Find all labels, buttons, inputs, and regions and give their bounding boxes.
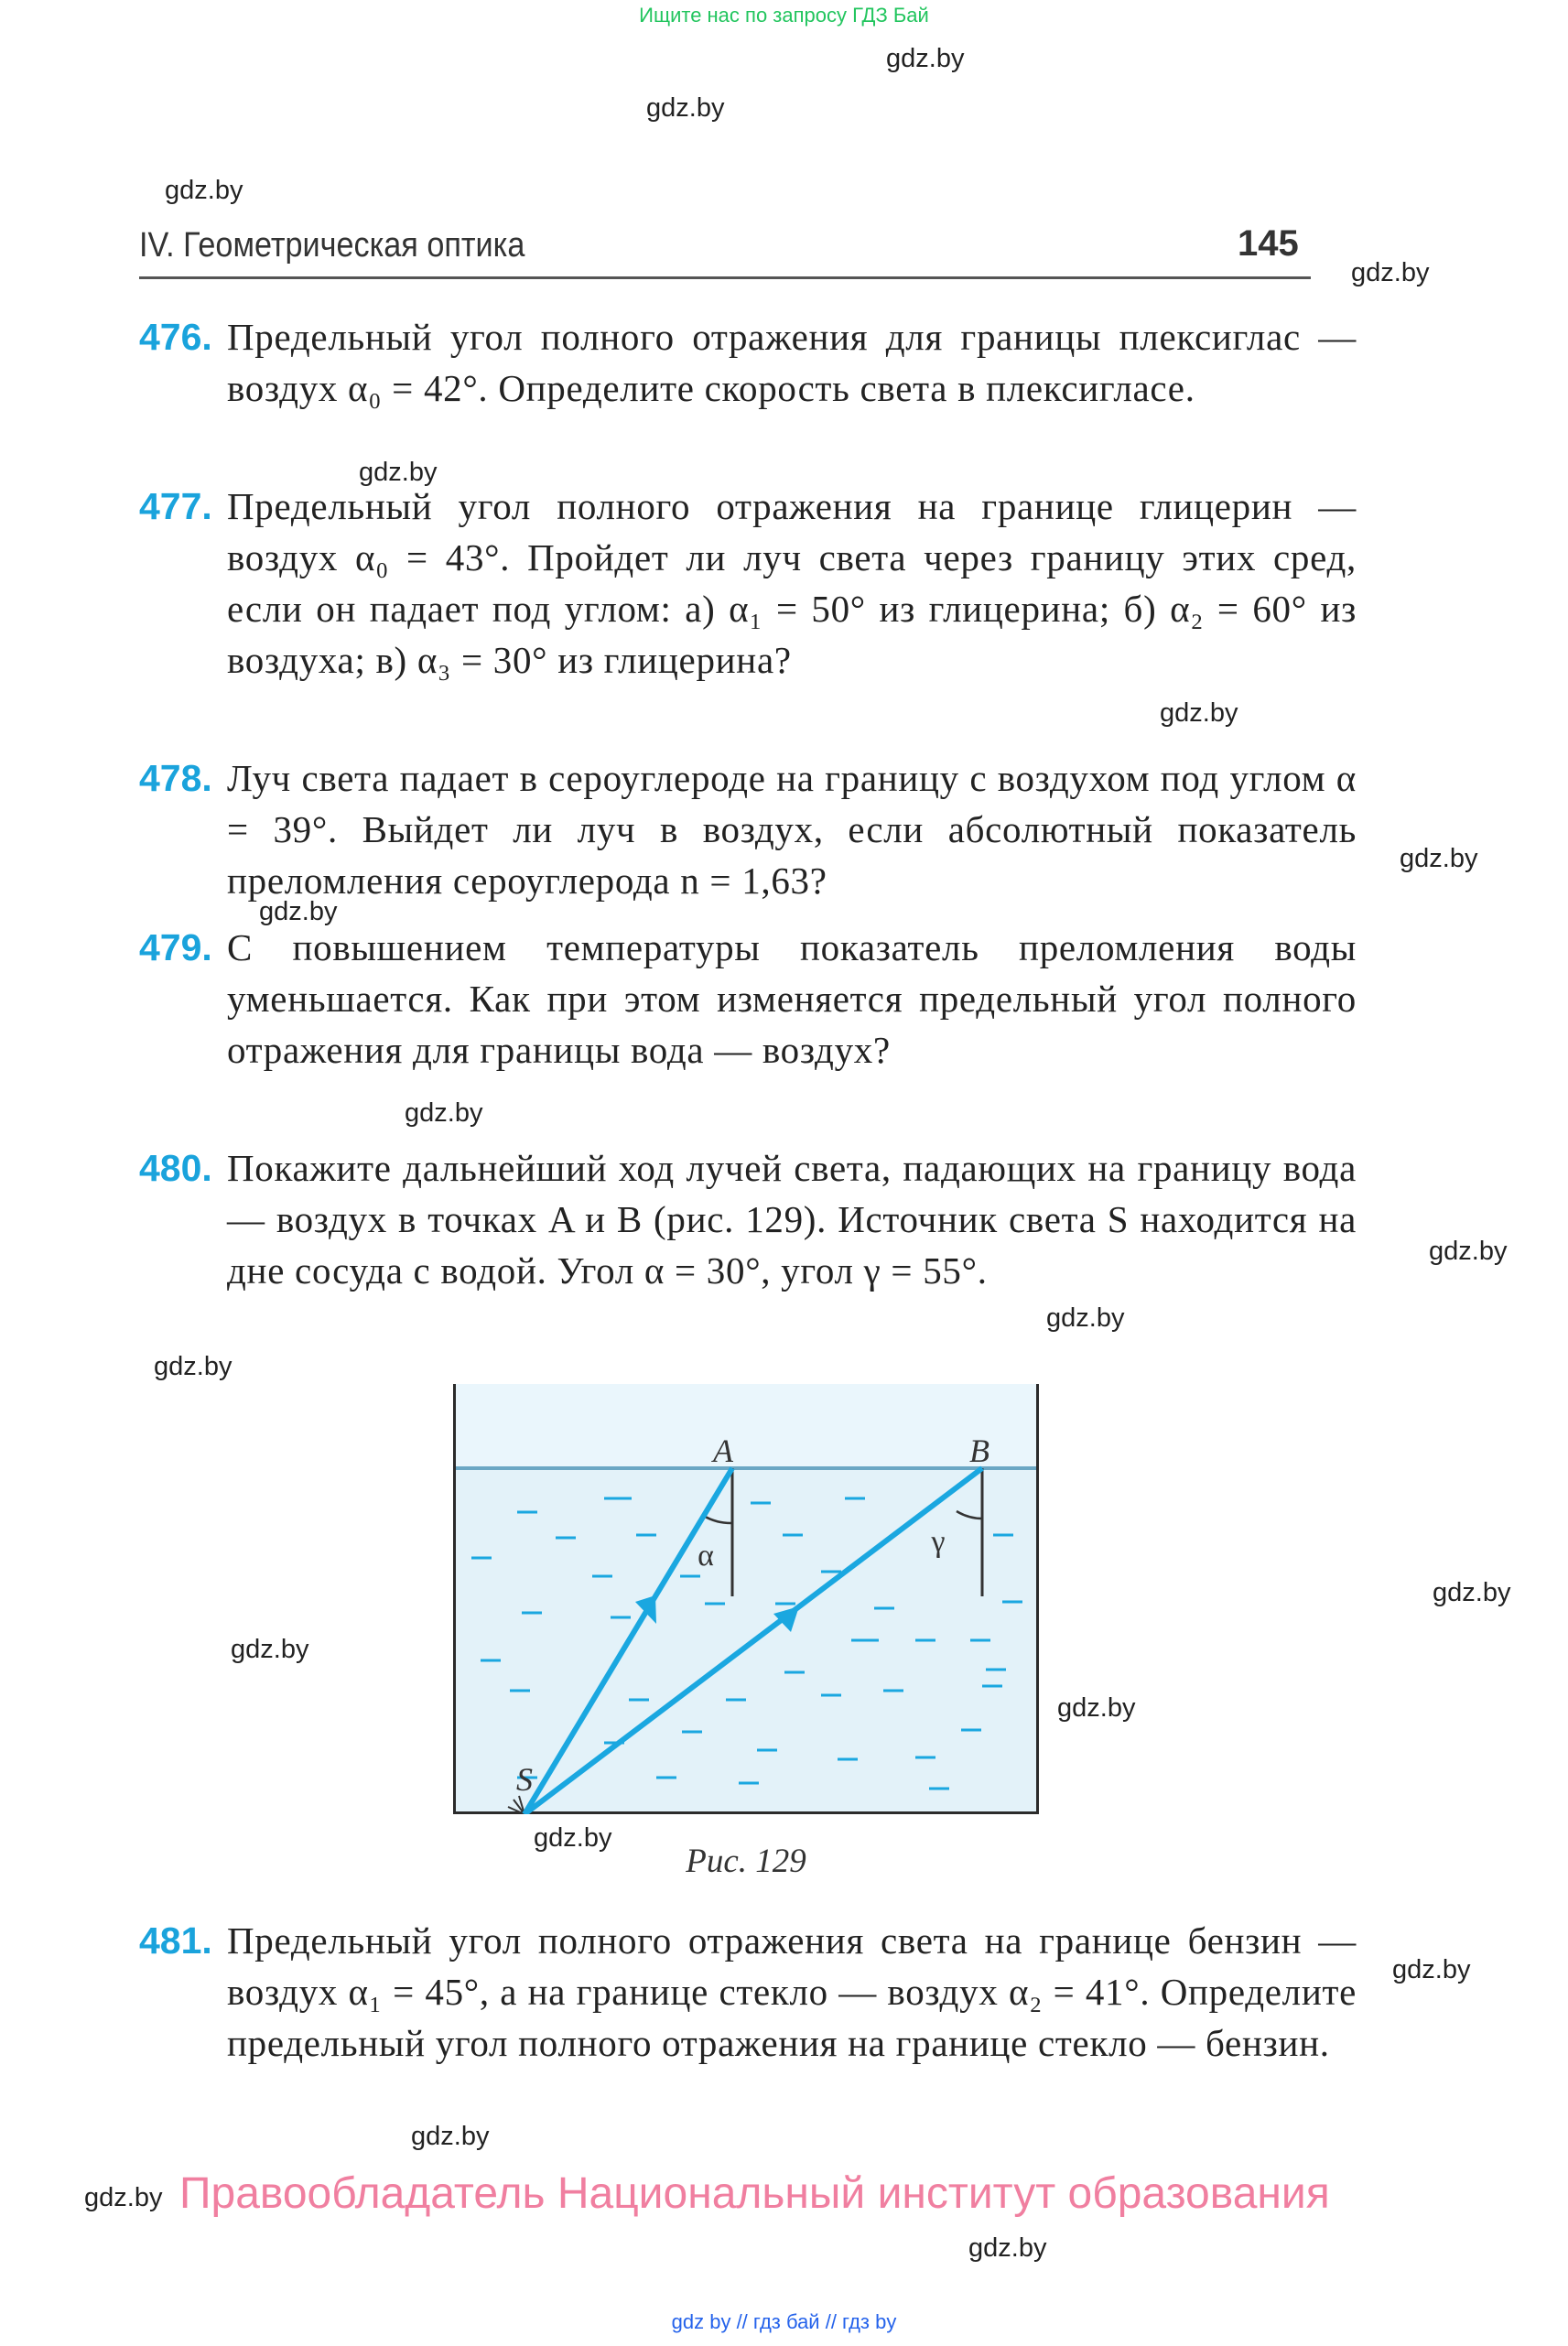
- watermark: gdz.by: [411, 2122, 490, 2151]
- problem-text: Луч света падает в сероуглероде на границу с воздухом под углом α = 39°. Выйдет ли луч в воздух, если абсолютный показатель преломления сероуглерода n = 1,63?: [227, 757, 1357, 902]
- figure-caption: Рис. 129: [686, 1843, 806, 1880]
- problem-478: [139, 752, 1357, 906]
- label-gamma: γ: [931, 1525, 946, 1559]
- problem-481: [139, 1915, 1357, 2069]
- watermark: gdz.by: [1392, 1955, 1471, 1984]
- watermark: gdz.by: [646, 93, 725, 123]
- section-title: IV. Геометрическая оптика: [139, 226, 525, 265]
- watermark: gdz.by: [84, 2183, 163, 2212]
- problem-number: 480.: [139, 1147, 212, 1189]
- bottom-links[interactable]: gdz by // гдз бай // гдз by: [671, 2310, 897, 2333]
- problem-number: 479.: [139, 926, 212, 968]
- watermark: gdz.by: [534, 1823, 612, 1853]
- watermark: gdz.by: [1160, 698, 1238, 728]
- problem-number: 477.: [139, 485, 212, 527]
- problem-477: [139, 481, 1357, 686]
- label-s: S: [516, 1761, 533, 1798]
- problem-text: С повышением температуры показатель преломления воды уменьшается. Как при этом изменяется предельный угол полного отражения для границы вода — воздух?: [227, 926, 1357, 1071]
- label-a: A: [713, 1432, 733, 1469]
- problem-480: [139, 1142, 1357, 1296]
- label-b: B: [969, 1432, 989, 1469]
- watermark: gdz.by: [1433, 1578, 1511, 1607]
- figure-129: [453, 1384, 1039, 1814]
- problem-text: Предельный угол полного отражения на границе глицерин — воздух α₀ = 43°. Пройдет ли луч света через границу этих сред, если он падает под углом: а) α₁ = 50° из глицерина; б) α₂ = 60° из воздуха; в) α₃ = 30° из глицерина?: [227, 485, 1357, 681]
- watermark: gdz.by: [1400, 844, 1478, 873]
- watermark: gdz.by: [1429, 1237, 1508, 1266]
- problem-number: 478.: [139, 757, 212, 799]
- watermark: gdz.by: [1057, 1693, 1136, 1723]
- problem-text: Предельный угол полного отражения света на границе бензин — воздух α₁ = 45°, а на границе стекло — воздух α₂ = 41°. Определите предельный угол полного отражения на границе стекло — бензин.: [227, 1919, 1357, 2064]
- copyright-notice: Правообладатель Национальный институт образования: [179, 2169, 1330, 2218]
- problem-479: [139, 922, 1357, 1076]
- problem-number: 476.: [139, 316, 212, 358]
- watermark: gdz.by: [886, 44, 965, 73]
- water-layer: [453, 1468, 1039, 1814]
- watermark: gdz.by: [165, 176, 243, 205]
- label-alpha: α: [697, 1539, 714, 1573]
- page-number: 145: [1238, 223, 1299, 264]
- problem-text: Покажите дальнейший ход лучей света, падающих на границу вода — воздух в точках A и B (рис. 129). Источник света S находится на дне сосуда с водой. Угол α = 30°, угол γ = 55°.: [227, 1147, 1357, 1292]
- top-banner[interactable]: Ищите нас по запросу ГДЗ Бай: [639, 4, 929, 27]
- watermark: gdz.by: [154, 1352, 232, 1381]
- watermark: gdz.by: [359, 458, 438, 487]
- watermark: gdz.by: [405, 1098, 483, 1128]
- watermark: gdz.by: [231, 1635, 309, 1664]
- watermark: gdz.by: [1046, 1303, 1125, 1333]
- problem-text: Предельный угол полного отражения для границы плексиглас — воздух α₀ = 42°. Определите скорость света в плексигласе.: [227, 316, 1357, 409]
- watermark: gdz.by: [1351, 258, 1430, 287]
- problem-number: 481.: [139, 1919, 212, 1962]
- watermark: gdz.by: [259, 897, 338, 926]
- header-divider: [139, 276, 1311, 279]
- problem-476: [139, 311, 1357, 414]
- watermark: gdz.by: [968, 2233, 1047, 2263]
